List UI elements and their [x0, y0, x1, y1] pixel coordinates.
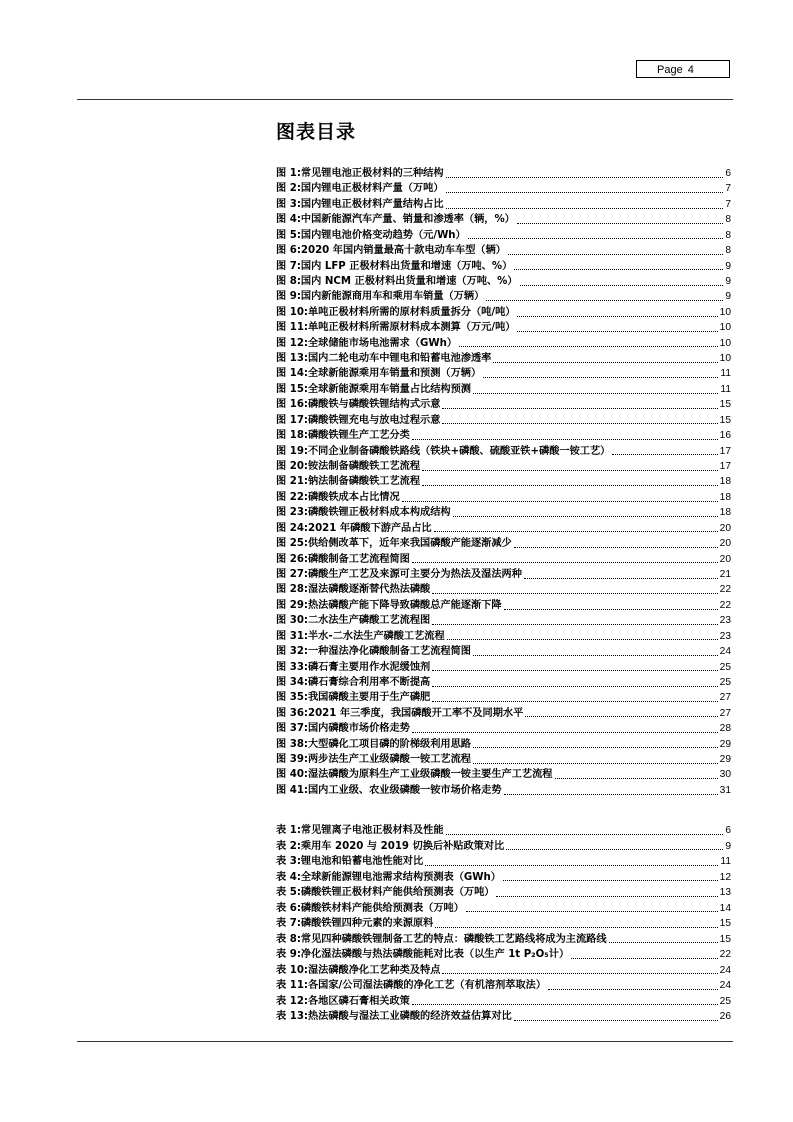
entry-title: 磷酸铁锂生产工艺分类: [308, 430, 410, 442]
entry-page-number: 17: [719, 445, 731, 457]
dot-leader: [503, 879, 718, 881]
dot-leader: [432, 669, 717, 671]
entry-title: 湿法磷酸净化工艺种类及特点: [308, 964, 441, 976]
entry-label: 图 3:: [276, 198, 301, 210]
entry-page-number: 9: [725, 291, 731, 303]
toc-entry[interactable]: [276, 1009, 731, 1025]
entry-label: 表 12:: [276, 995, 308, 1007]
toc-entry[interactable]: [276, 228, 731, 243]
entry-page-number: 27: [719, 692, 731, 704]
toc-entry[interactable]: [276, 490, 731, 505]
entry-title: 国内 LFP 正极材料出货量和增速（万吨、%）: [300, 260, 513, 272]
entry-label: 图 13:: [276, 353, 308, 365]
dot-leader: [506, 848, 723, 850]
toc-entry[interactable]: [276, 166, 731, 181]
dot-leader: [442, 972, 717, 974]
dot-leader: [493, 361, 717, 363]
toc-entry[interactable]: [276, 243, 731, 258]
entry-page-number: 17: [719, 461, 731, 473]
entry-label: 表 2:: [276, 840, 301, 852]
entry-page-number: 11: [720, 856, 731, 867]
entry-page-number: 25: [719, 661, 731, 673]
toc-entry[interactable]: [276, 567, 731, 582]
toc-entry[interactable]: [276, 737, 731, 752]
entry-label: 图 35:: [276, 692, 308, 704]
entry-label: 图 26:: [276, 553, 308, 565]
dot-leader: [422, 484, 718, 486]
entry-page-number: 22: [719, 949, 731, 960]
entry-title: 单吨正极材料所需的原材料质量拆分（吨/吨）: [308, 306, 516, 318]
dot-leader: [612, 453, 717, 455]
entry-label: 图 17:: [276, 414, 308, 426]
dot-leader: [517, 330, 717, 332]
entry-page-number: 9: [725, 260, 731, 272]
dot-leader: [442, 407, 717, 409]
toc-entry[interactable]: [276, 767, 731, 782]
entry-label: 图 36:: [276, 707, 308, 719]
entry-page-number: 20: [719, 553, 731, 565]
entry-page-number: 18: [719, 491, 731, 503]
entry-title: 锂电池和铅蓄电池性能对比: [300, 856, 424, 867]
dot-leader: [520, 284, 724, 286]
entry-title: 常见四种磷酸铁锂制备工艺的特点：磷酸铁工艺路线将成为主流路线: [300, 933, 607, 945]
toc-entry[interactable]: [276, 289, 731, 304]
figure-list: [276, 166, 731, 798]
entry-title: 供给侧改革下，近年来我国磷酸产能逐渐减少: [308, 538, 512, 550]
entry-label: 表 4:: [276, 871, 301, 883]
dot-leader: [412, 438, 718, 440]
toc-entry[interactable]: [276, 613, 731, 628]
toc-entry[interactable]: [276, 382, 731, 397]
entry-page-number: 21: [719, 568, 731, 580]
dot-leader: [514, 268, 723, 270]
entry-page-number: 9: [725, 840, 731, 852]
entry-label: 图 12:: [276, 337, 308, 349]
dot-leader: [517, 315, 717, 317]
entry-title: 国内新能源商用车和乘用车销量（万辆）: [300, 291, 485, 303]
entry-label: 图 32:: [276, 646, 308, 658]
entry-title: 两步法生产工业级磷酸一铵工艺流程: [308, 754, 471, 766]
entry-title: 全球新能源锂电池需求结构预测表（GWh）: [300, 871, 501, 883]
toc-entry[interactable]: [276, 259, 731, 274]
entry-title: 热法磷酸与湿法工业磷酸的经济效益估算对比: [308, 1011, 512, 1022]
entry-page-number: 23: [719, 630, 731, 642]
dot-leader: [412, 561, 718, 563]
entry-title: 国内锂电正极材料产量（万吨）: [300, 183, 444, 195]
entry-title: 国内锂电池价格变动趋势（元/Wh）: [300, 229, 466, 241]
toc-entry[interactable]: [276, 947, 731, 963]
entry-title: 半水-二水法生产磷酸工艺流程: [308, 630, 445, 642]
dot-leader: [432, 592, 717, 594]
toc-entry[interactable]: [276, 305, 731, 320]
entry-page-number: 29: [719, 754, 731, 766]
dot-leader: [432, 700, 717, 702]
dot-leader: [548, 988, 718, 990]
entry-page-number: 28: [719, 723, 731, 735]
toc-entry[interactable]: [276, 212, 731, 227]
entry-page-number: 10: [719, 322, 731, 334]
entry-page-number: 26: [719, 1011, 731, 1022]
dot-leader: [473, 746, 718, 748]
toc-entry[interactable]: [276, 521, 731, 536]
toc-entry[interactable]: [276, 870, 731, 886]
entry-title: 中国新能源汽车产量、销量和渗透率（辆，%）: [300, 214, 515, 226]
entry-label: 表 1:: [276, 825, 301, 836]
toc-entry[interactable]: [276, 320, 731, 335]
toc-entry[interactable]: [276, 706, 731, 721]
entry-label: 图 24:: [276, 522, 308, 534]
dot-leader: [412, 731, 718, 733]
dot-leader: [446, 207, 724, 209]
entry-title: 净化湿法磷酸与热法磷酸能耗对比表（以生产 1t P₂O₅计）: [300, 949, 570, 960]
entry-title: 磷酸铁成本占比情况: [308, 491, 400, 503]
entry-page-number: 10: [719, 306, 731, 318]
entry-page-number: 7: [725, 198, 731, 210]
toc-entry[interactable]: [276, 994, 731, 1010]
toc-entry[interactable]: [276, 885, 731, 901]
page-number: 4: [687, 64, 694, 76]
entry-page-number: 7: [725, 183, 731, 195]
page-label: Page: [657, 64, 683, 76]
entry-label: 图 8:: [276, 275, 301, 287]
entry-page-number: 8: [725, 245, 731, 257]
toc-entry[interactable]: [276, 397, 731, 412]
entry-label: 图 38:: [276, 738, 308, 750]
dot-leader: [446, 833, 724, 835]
entry-page-number: 20: [719, 522, 731, 534]
entry-label: 图 15:: [276, 383, 308, 395]
entry-page-number: 25: [719, 995, 731, 1007]
entry-label: 图 39:: [276, 754, 308, 766]
dot-leader: [517, 222, 723, 224]
toc-entry[interactable]: [276, 336, 731, 351]
entry-title: 磷酸铁材料产能供给预测表（万吨）: [300, 902, 464, 914]
entry-title: 各国家/公司湿法磷酸的净化工艺（有机溶剂萃取法）: [308, 980, 547, 991]
dot-leader: [453, 515, 718, 517]
dot-leader: [435, 926, 717, 928]
toc-entry[interactable]: [276, 582, 731, 597]
toc-entry[interactable]: [276, 839, 731, 855]
toc-entry[interactable]: [276, 413, 731, 428]
dot-leader: [447, 638, 718, 640]
entry-label: 图 7:: [276, 260, 301, 272]
toc-entry[interactable]: [276, 459, 731, 474]
entry-page-number: 18: [719, 507, 731, 519]
entry-label: 图 28:: [276, 584, 308, 596]
entry-page-number: 10: [719, 353, 731, 365]
dot-leader: [473, 654, 718, 656]
toc-entry[interactable]: [276, 274, 731, 289]
dot-leader: [496, 895, 717, 897]
entry-page-number: 24: [719, 646, 731, 658]
dot-leader: [525, 715, 717, 717]
toc-entry[interactable]: [276, 444, 731, 459]
entry-page-number: 8: [725, 214, 731, 226]
entry-label: 表 9:: [276, 949, 301, 960]
toc-entry[interactable]: [276, 474, 731, 489]
entry-page-number: 27: [719, 707, 731, 719]
toc-entry[interactable]: [276, 916, 731, 932]
toc-entry[interactable]: [276, 660, 731, 675]
entry-page-number: 9: [725, 275, 731, 287]
entry-label: 图 22:: [276, 491, 308, 503]
entry-label: 图 29:: [276, 599, 308, 611]
entry-title: 铵法制备磷酸铁工艺流程: [308, 461, 421, 473]
toc-entry[interactable]: [276, 351, 731, 366]
entry-title: 钠法制备磷酸铁工艺流程: [308, 476, 421, 488]
entry-title: 2021 年三季度，我国磷酸开工率不及同期水平: [308, 707, 524, 719]
dot-leader: [434, 530, 718, 532]
header-divider: [77, 99, 733, 100]
entry-title: 二水法生产磷酸工艺流程图: [308, 615, 431, 627]
toc-entry[interactable]: [276, 181, 731, 196]
toc-entry[interactable]: [276, 854, 731, 870]
entry-page-number: 6: [725, 825, 731, 836]
dot-leader: [609, 941, 718, 943]
entry-page-number: 11: [720, 368, 731, 380]
entry-label: 图 34:: [276, 676, 308, 688]
entry-page-number: 13: [719, 887, 731, 898]
entry-page-number: 15: [719, 399, 731, 411]
toc-entry[interactable]: [276, 783, 731, 798]
footer-divider: [77, 1041, 733, 1042]
entry-page-number: 23: [719, 615, 731, 627]
toc-entry[interactable]: [276, 197, 731, 212]
entry-label: 表 5:: [276, 887, 301, 898]
entry-label: 图 20:: [276, 461, 308, 473]
entry-page-number: 29: [719, 738, 731, 750]
entry-page-number: 22: [719, 599, 731, 611]
entry-label: 图 31:: [276, 630, 308, 642]
entry-title: 单吨正极材料所需原材料成本测算（万元/吨）: [308, 322, 516, 334]
entry-title: 国内磷酸市场价格走势: [308, 723, 410, 735]
entry-title: 全球新能源乘用车销量占比结构预测: [308, 383, 471, 395]
entry-title: 各地区磷石膏相关政策: [308, 995, 410, 1007]
entry-label: 图 41:: [276, 784, 308, 796]
toc-entry[interactable]: [276, 505, 731, 520]
entry-title: 磷石膏综合利用率不断提高: [308, 676, 431, 688]
entry-label: 图 37:: [276, 723, 308, 735]
entry-page-number: 20: [719, 538, 731, 550]
entry-label: 图 6:: [276, 245, 301, 257]
entry-title: 乘用车 2020 与 2019 切换后补贴政策对比: [300, 840, 505, 852]
dot-leader: [473, 392, 718, 394]
dot-leader: [432, 685, 717, 687]
entry-label: 图 1:: [276, 168, 301, 179]
entry-page-number: 8: [725, 229, 731, 241]
entry-title: 常见锂离子电池正极材料及性能: [300, 825, 444, 836]
toc-entry[interactable]: [276, 901, 731, 917]
dot-leader: [466, 910, 718, 912]
entry-label: 图 18:: [276, 430, 308, 442]
entry-label: 表 10:: [276, 964, 308, 976]
entry-label: 图 2:: [276, 183, 301, 195]
entry-label: 表 11:: [276, 980, 308, 991]
toc-entry[interactable]: [276, 536, 731, 551]
entry-page-number: 24: [719, 980, 731, 991]
toc-entry[interactable]: [276, 552, 731, 567]
entry-page-number: 31: [719, 784, 731, 796]
table-list: [276, 823, 731, 1025]
entry-title: 全球储能市场电池需求（GWh）: [308, 337, 458, 349]
entry-page-number: 14: [719, 902, 731, 914]
toc-entry[interactable]: [276, 644, 731, 659]
dot-leader: [446, 176, 724, 178]
entry-title: 国内 NCM 正极材料出货量和增速（万吨、%）: [300, 275, 518, 287]
entry-title: 常见锂电池正极材料的三种结构: [300, 168, 444, 179]
entry-label: 表 6:: [276, 902, 301, 914]
entry-title: 2021 年磷酸下游产品占比: [308, 522, 432, 534]
entry-title: 磷酸铁锂正极材料产能供给预测表（万吨）: [300, 887, 495, 898]
dot-leader: [473, 762, 718, 764]
dot-leader: [432, 623, 717, 625]
toc-entry[interactable]: [276, 366, 731, 381]
dot-leader: [486, 299, 723, 301]
entry-label: 图 23:: [276, 507, 308, 519]
entry-label: 图 16:: [276, 399, 308, 411]
entry-title: 磷酸制备工艺流程简图: [308, 553, 410, 565]
entry-label: 表 3:: [276, 856, 301, 867]
entry-title: 2020 年国内销量最高十款电动车车型（辆）: [300, 245, 506, 257]
dot-leader: [571, 957, 718, 959]
entry-label: 图 4:: [276, 214, 301, 226]
entry-label: 图 14:: [276, 368, 308, 380]
entry-title: 磷酸铁锂正极材料成本构成结构: [308, 507, 451, 519]
dot-leader: [504, 793, 718, 795]
entry-title: 一种湿法净化磷酸制备工艺流程简图: [308, 646, 471, 658]
entry-title: 我国磷酸主要用于生产磷肥: [308, 692, 431, 704]
dot-leader: [555, 777, 718, 779]
entry-page-number: 18: [719, 476, 731, 488]
dot-leader: [514, 1019, 718, 1021]
dot-leader: [412, 1003, 718, 1005]
entry-page-number: 15: [719, 414, 731, 426]
dot-leader: [422, 469, 718, 471]
entry-page-number: 11: [720, 383, 731, 395]
entry-page-number: 24: [719, 964, 731, 976]
entry-label: 图 11:: [276, 322, 308, 334]
dot-leader: [504, 608, 718, 610]
dot-leader: [442, 422, 717, 424]
entry-page-number: 25: [719, 676, 731, 688]
entry-label: 图 9:: [276, 291, 301, 303]
entry-label: 图 30:: [276, 615, 308, 627]
entry-label: 图 5:: [276, 229, 301, 241]
dot-leader: [514, 546, 718, 548]
dot-leader: [425, 864, 718, 866]
entry-title: 热法磷酸产能下降导致磷酸总产能逐渐下降: [308, 599, 502, 611]
toc-entry[interactable]: [276, 963, 731, 979]
dot-leader: [446, 191, 724, 193]
entry-title: 磷酸铁锂四种元素的来源原料: [300, 918, 434, 929]
entry-label: 图 21:: [276, 476, 308, 488]
entry-label: 表 8:: [276, 933, 301, 945]
entry-label: 图 10:: [276, 306, 308, 318]
entry-title: 不同企业制备磷酸铁路线（铁块+磷酸、硫酸亚铁+磷酸一铵工艺）: [308, 445, 611, 457]
dot-leader: [459, 345, 718, 347]
entry-page-number: 22: [719, 584, 731, 596]
entry-label: 图 33:: [276, 661, 308, 673]
entry-title: 大型磷化工项目磷的阶梯级利用思路: [308, 738, 471, 750]
toc-entry[interactable]: [276, 752, 731, 767]
entry-title: 湿法磷酸为原料生产工业级磷酸一铵主要生产工艺流程: [308, 769, 553, 781]
entry-label: 图 19:: [276, 445, 308, 457]
toc-entry[interactable]: [276, 675, 731, 690]
entry-page-number: 10: [719, 337, 731, 349]
entry-page-number: 30: [719, 769, 731, 781]
toc-entry[interactable]: [276, 428, 731, 443]
entry-label: 图 25:: [276, 538, 308, 550]
toc-entry[interactable]: [276, 721, 731, 736]
toc-entry[interactable]: [276, 823, 731, 839]
entry-title: 国内二轮电动车中锂电和铅蓄电池渗透率: [308, 353, 492, 365]
entry-title: 国内锂电正极材料产量结构占比: [300, 198, 444, 210]
page-number-box: [636, 60, 730, 78]
toc-entry[interactable]: [276, 932, 731, 948]
entry-page-number: 15: [719, 933, 731, 945]
entry-title: 磷酸生产工艺及来源可主要分为热法及湿法两种: [308, 568, 522, 580]
entry-title: 磷石膏主要用作水泥缓蚀剂: [308, 661, 431, 673]
entry-label: 图 40:: [276, 769, 308, 781]
entry-title: 磷酸铁锂充电与放电过程示意: [308, 414, 441, 426]
toc-entry[interactable]: [276, 598, 731, 613]
dot-leader: [524, 577, 718, 579]
entry-label: 表 7:: [276, 918, 301, 929]
entry-label: 图 27:: [276, 568, 308, 580]
dot-leader: [402, 500, 718, 502]
dot-leader: [468, 237, 724, 239]
entry-page-number: 12: [719, 871, 731, 883]
dot-leader: [483, 376, 718, 378]
toc-entry[interactable]: [276, 690, 731, 705]
entry-page-number: 6: [725, 168, 731, 179]
entry-title: 国内工业级、农业级磷酸一铵市场价格走势: [308, 784, 502, 796]
toc-title: 图表目录: [276, 121, 357, 143]
entry-label: 表 13:: [276, 1011, 308, 1022]
entry-title: 全球新能源乘用车销量和预测（万辆）: [308, 368, 482, 380]
entry-title: 磷酸铁与磷酸铁锂结构式示意: [308, 399, 441, 411]
toc-entry[interactable]: [276, 978, 731, 994]
toc-entry[interactable]: [276, 629, 731, 644]
entry-page-number: 15: [719, 918, 731, 929]
entry-page-number: 16: [719, 430, 731, 442]
entry-title: 湿法磷酸逐渐替代热法磷酸: [308, 584, 431, 596]
dot-leader: [508, 253, 723, 255]
